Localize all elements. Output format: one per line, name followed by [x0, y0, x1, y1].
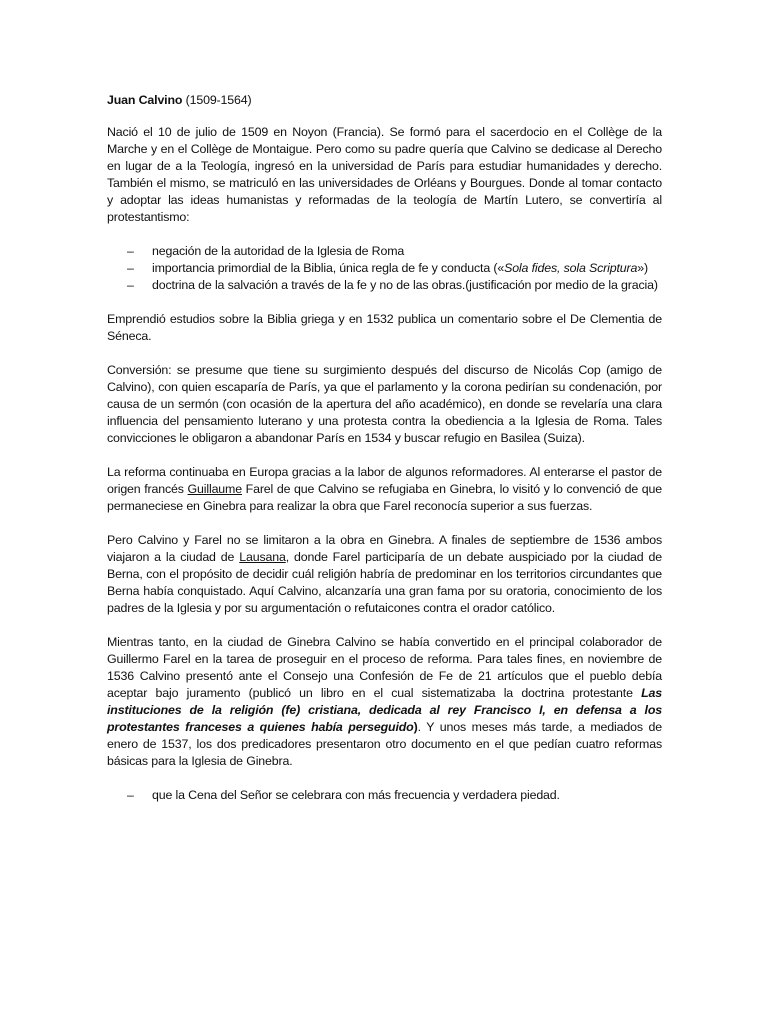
list-item [107, 243, 662, 260]
title-years: (1509-1564) [182, 93, 252, 107]
reforms-list [107, 787, 662, 804]
paragraph-text: Pero Calvino y Farel no se limitaron a la obra en Ginebra. A finales de septiembre de 1536 ambos viajaron a la ciudad de [107, 533, 662, 564]
paragraph-reform [107, 464, 662, 515]
paragraph-birth: Nació el 10 de julio de 1509 en Noyon (Francia). Se formó para el sacerdocio en el Collège de la Marche y en el Collège de Montaigue. Pero como su padre quería que Calvino se dedicase al Derecho en lugar de a la Teología, ingresó en la universidad de París para estudiar humanidades y derecho. También el mismo, se matriculó en las universidades de Orléans y Bourgues. Donde al tomar contacto y adoptar las ideas humanistas y reformadas de la teología de Martín Lutero, se convertiría al protestantismo: [107, 125, 662, 224]
beliefs-list [107, 243, 662, 294]
list-item-text: negación de la autoridad de la Iglesia de Roma [152, 244, 405, 258]
paragraph-text: Mientras tanto, en la ciudad de Ginebra Calvino se había convertido en el principal colaborador de Guillermo Farel en la tarea de proseguir en el proceso de reforma. Para tales fines, en noviembre de 1536 Calvino presentó ante el Consejo una Confesión de Fe de 21 artículos que el pueblo debía aceptar bajo juramento (publicó un libro en el cual sistematizaba la doctrina protestante [107, 635, 662, 700]
paragraph-text: , donde Farel participaría de un debate auspiciado por la ciudad de Berna, con el propósito de decidir cuál religión habría de predominar en los territorios circundantes que Berna había conquistado. Aquí Calvino, alcanzaría una gran fama por su oratoria, conocimiento de los padres de la Iglesia y por su argumentación o refutaicones contra el orador católico. [107, 550, 662, 615]
book-title: Las instituciones de la religión (fe) cristiana, dedicada al rey Francisco I, en defensa a los protestantes franceses a quienes había perseguido [107, 686, 662, 734]
paragraph-text: La reforma continuaba en Europa gracias a la labor de algunos reformadores. Al enterarse el pastor de origen francés [107, 465, 662, 496]
paragraph-text: Farel de que Calvino se refugiaba en Ginebra, lo visitó y lo convenció de que permaneciese en Ginebra para realizar la obra que Farel reconocía superior a sus fuerzas. [107, 482, 663, 513]
list-item-text-end: ») [637, 261, 648, 275]
link-lausana[interactable]: Lausana [239, 550, 286, 564]
paragraph-conversion: Conversión: se presume que tiene su surgimiento después del discurso de Nicolás Cop (amigo de Calvino), con quien escaparía de París, ya que el parlamento y la corona pedirían su condenación, por causa de un sermón (con ocasión de la apertura del año académico), en donde se revelaría una clara influencia del pensamiento luterano y una protesta contra la obediencia a la Iglesia de Roma. Tales convicciones le obligaron a abandonar París en 1534 y buscar refugio en Basilea (Suiza). [107, 363, 662, 445]
document-title [107, 92, 662, 109]
dash-bullet: – [127, 244, 134, 258]
list-item-text: que la Cena del Señor se celebrara con más frecuencia y verdadera piedad. [152, 788, 560, 802]
list-item [107, 277, 662, 294]
dash-bullet: – [127, 261, 134, 275]
list-item-text: doctrina de la salvación a través de la fe y no de las obras.(justificación por medio de la gracia) [152, 278, 658, 292]
latin-motto: Sola fides, sola Scriptura [504, 261, 638, 275]
link-guillaume[interactable]: Guillaume [187, 482, 242, 496]
paragraph-geneva [107, 634, 662, 770]
paragraph-text: . Y unos meses más tarde, a mediados de enero de 1537, los dos predicadores presentaron otro documento en el que pedían cuatro reformas básicas para la Iglesia de Ginebra. [107, 720, 662, 768]
paragraph-lausanne [107, 532, 662, 617]
list-item [107, 787, 662, 804]
list-item-text: importancia primordial de la Biblia, única regla de fe y conducta (« [152, 261, 505, 275]
dash-bullet: – [127, 788, 134, 802]
list-item [107, 260, 662, 277]
title-name: Juan Calvino [107, 93, 183, 107]
paragraph-studies: Emprendió estudios sobre la Biblia griega y en 1532 publica un comentario sobre el De Clementia de Séneca. [107, 312, 662, 343]
dash-bullet: – [127, 278, 134, 292]
closing-parenthesis: ) [413, 720, 418, 734]
